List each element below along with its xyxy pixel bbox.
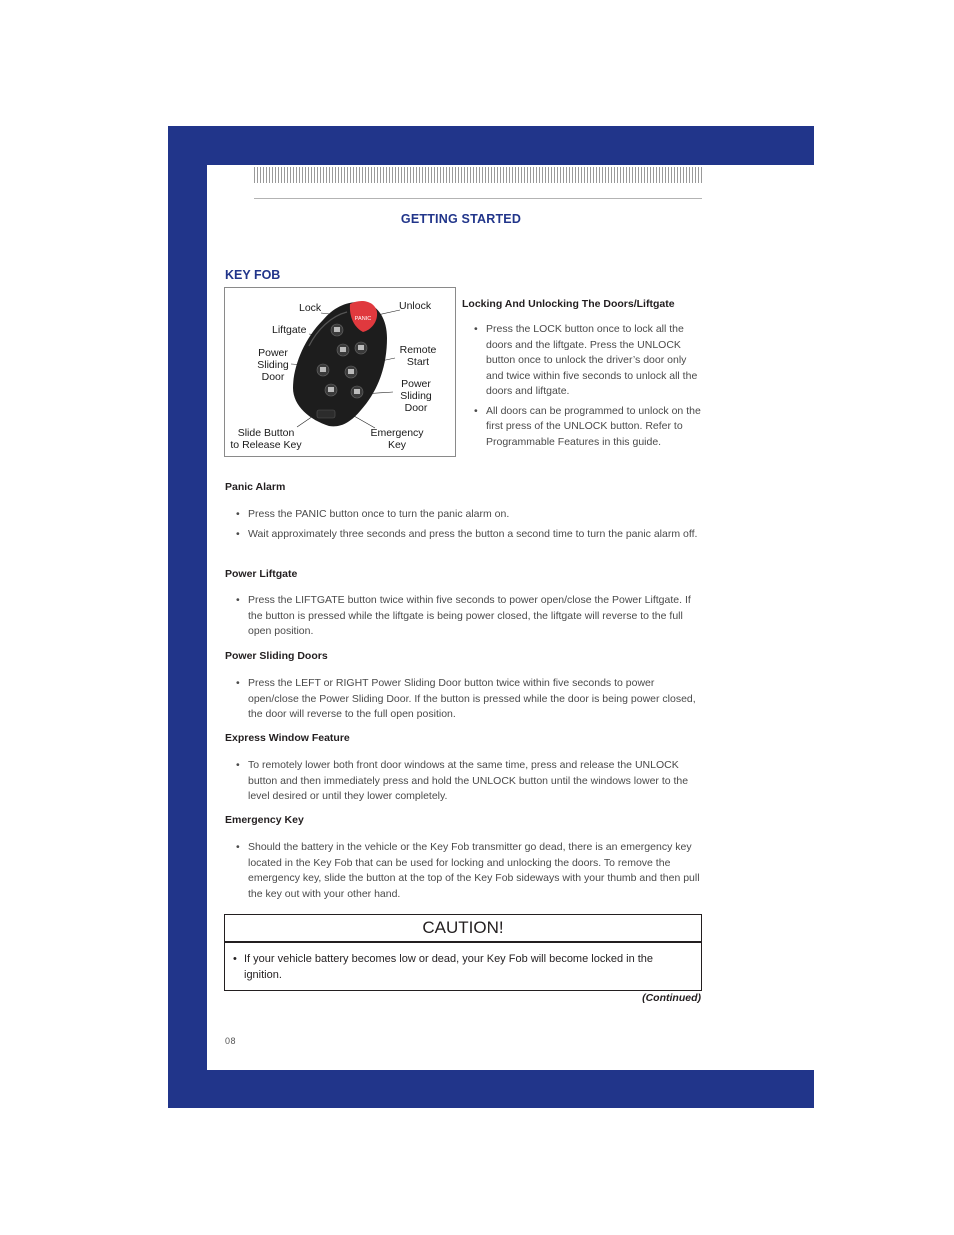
label-lock: Lock [299, 302, 322, 314]
list-item: • To remotely lower both front door windows at the same time, press and release the UNLOCK button and then immediately press and hold the UNLOCK button until the windows lower to the level desired or until they lower completely. [225, 758, 703, 805]
emergency-key-list [225, 840, 703, 906]
express-window-list [225, 758, 703, 809]
list-item: • All doors can be programmed to unlock on the first press of the UNLOCK button. Refer to Programmable Features in this guide. [463, 404, 703, 451]
sliding-door-right-icon [348, 369, 354, 374]
power-liftgate-list [225, 593, 703, 644]
caution-title: CAUTION! [225, 915, 701, 943]
door-icon [328, 387, 334, 392]
label-emergency-key: Emergency Key [370, 427, 424, 451]
section-header: GETTING STARTED [400, 212, 522, 226]
continued-label: (Continued) [642, 992, 701, 1004]
heading-power-sliding-doors: Power Sliding Doors [225, 650, 328, 662]
page-title: KEY FOB [225, 268, 281, 282]
label-remote-start: Remote Start [399, 344, 437, 368]
list-item: • Press the LOCK button once to lock all the doors and the liftgate. Press the UNLOCK button once to unlock the driver’s door only and twice within five seconds to unlock all the doors and liftgate. [463, 322, 703, 400]
panic-alarm-list [225, 507, 703, 546]
heading-express-window: Express Window Feature [225, 732, 350, 744]
header-ruler [254, 167, 702, 183]
label-power-sliding-door-left: Power Sliding Door [257, 347, 289, 383]
unlock-icon [354, 389, 360, 394]
list-item: • Should the battery in the vehicle or the Key Fob transmitter go dead, there is an emergency key located in the Key Fob that can be used for locking and unlocking the doors. To remove the emergency key, slide the button at the top of the Key Fob sideways with your thumb and then pull the key out with your other hand. [225, 840, 703, 902]
list-item: • Wait approximately three seconds and press the button a second time to turn the panic alarm off. [225, 527, 703, 543]
heading-power-liftgate: Power Liftgate [225, 568, 298, 580]
list-item: • Press the LEFT or RIGHT Power Sliding Door button twice within five seconds to power open/close the Power Sliding Door. If the button is pressed while the door is being power closed, the door will reverse to the full open position. [225, 676, 703, 723]
liftgate-icon [340, 347, 346, 352]
page-number: 08 [225, 1036, 237, 1046]
remote-start-icon [358, 345, 364, 350]
heading-panic-alarm: Panic Alarm [225, 481, 286, 493]
label-power-sliding-door-right: Power Sliding Door [400, 378, 432, 414]
caution-text: • If your vehicle battery becomes low or dead, your Key Fob will become locked in the ignition. [225, 943, 701, 983]
list-item: • Press the PANIC button once to turn the panic alarm on. [225, 507, 703, 523]
locking-list [463, 322, 703, 454]
list-item: • Press the LIFTGATE button twice within five seconds to power open/close the Power Liftgate. If the button is pressed while the liftgate is being power closed, the liftgate will reverse to the full open position. [225, 593, 703, 640]
caution-box [224, 914, 702, 991]
panic-button-label: PANIC [354, 316, 372, 322]
heading-emergency-key: Emergency Key [225, 814, 304, 826]
sliding-door-icon [320, 367, 326, 372]
heading-locking: Locking And Unlocking The Doors/Liftgate [462, 298, 675, 310]
lock-icon [334, 327, 340, 332]
slide-release-button [317, 410, 335, 418]
label-unlock: Unlock [399, 300, 432, 312]
label-liftgate: Liftgate [272, 324, 307, 336]
label-slide-button: Slide Button to Release Key [230, 427, 302, 451]
key-fob-figure [224, 287, 456, 457]
power-sliding-doors-list [225, 676, 703, 727]
header-divider [254, 198, 702, 199]
